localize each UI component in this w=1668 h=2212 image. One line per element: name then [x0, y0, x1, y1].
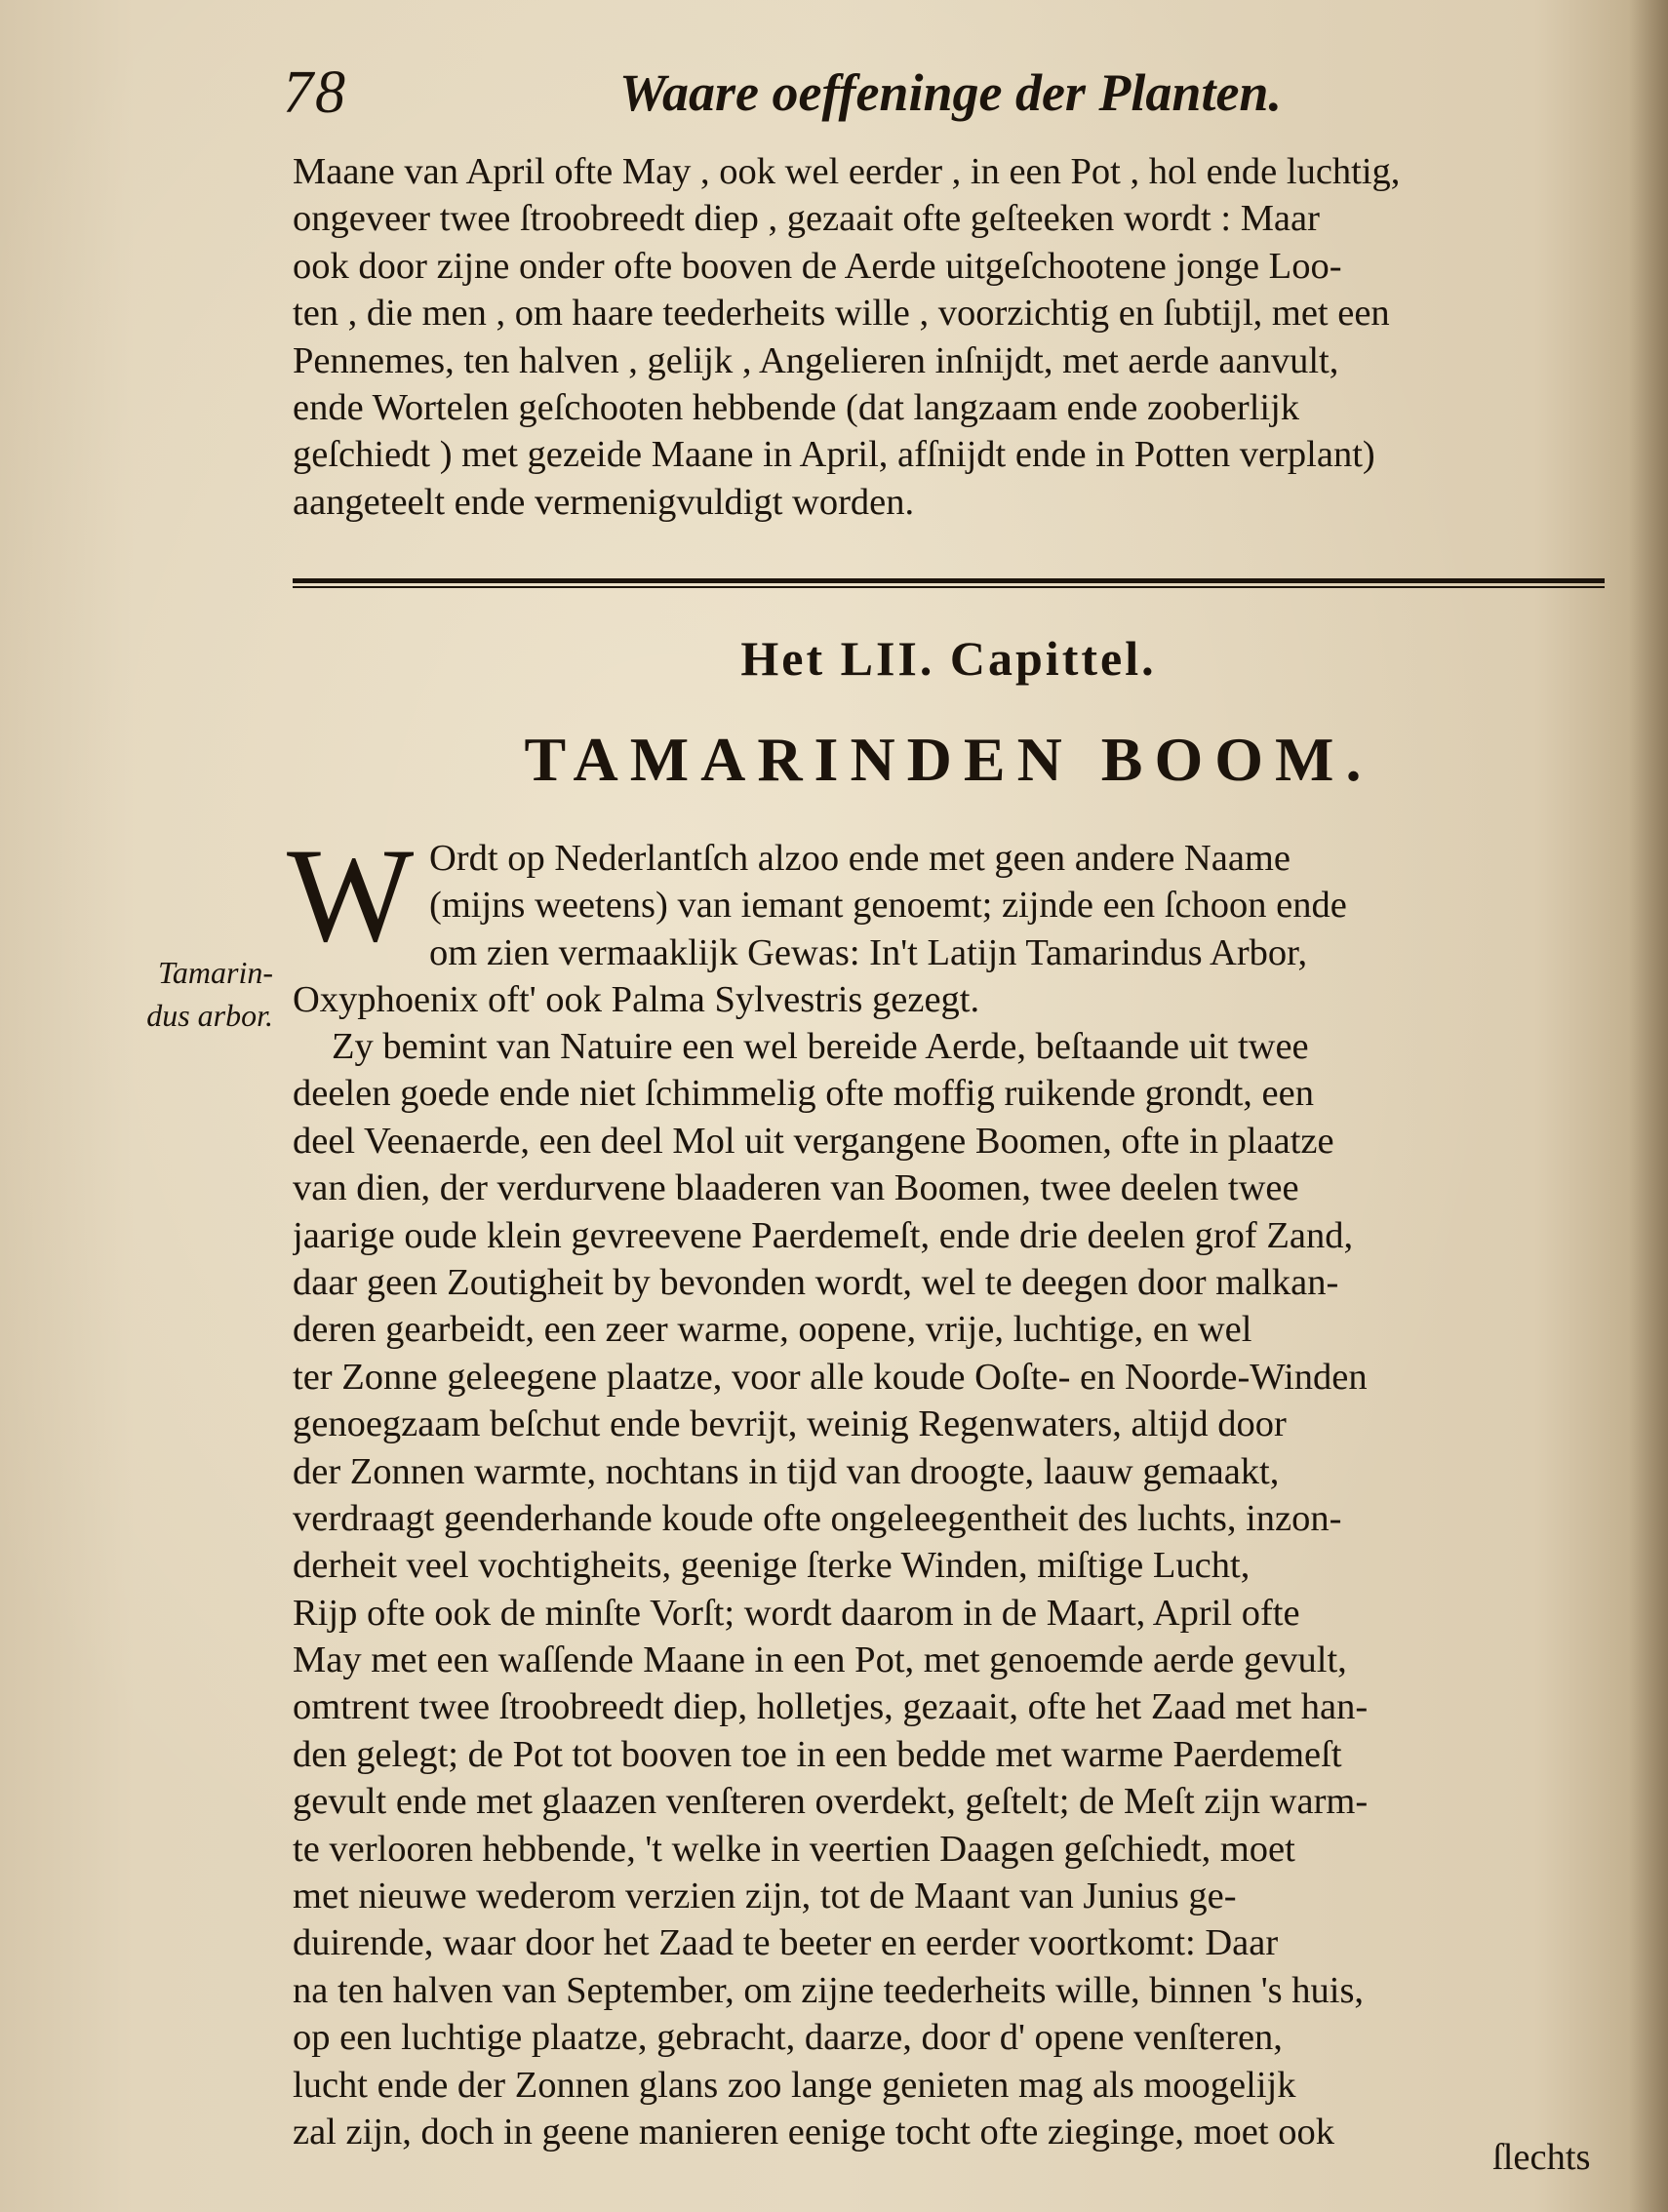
page-number: 78: [283, 59, 347, 126]
text-line: daar geen Zoutigheit by bevonden wordt, wel te deegen door malkan-: [293, 1261, 1339, 1303]
text-line: deelen goede ende niet ſchimmelig ofte moffig ruikende grondt, een: [293, 1073, 1314, 1115]
text-line: ongeveer twee ſtroobreedt diep , gezaait ofte geſteeken wordt : Maar: [293, 198, 1320, 240]
text-line: Oxyphoenix oft' ook Palma Sylvestris gezegt.: [293, 979, 980, 1020]
text-line: geſchiedt ) met gezeide Maane in April, afſnijdt ende in Potten verplant): [293, 434, 1375, 476]
text-line: lucht ende der Zonnen glans zoo lange genieten mag als moogelijk: [293, 2064, 1296, 2106]
text-line: zal zijn, doch in geene manieren eenige tocht ofte zieginge, moet ook: [293, 2111, 1334, 2153]
margin-note-line: Tamarin-: [158, 955, 273, 990]
section-divider: [293, 578, 1605, 589]
text-line: der Zonnen warmte, nochtans in tijd van droogte, laauw gemaakt,: [293, 1450, 1280, 1492]
paragraph-opening-rest: [293, 976, 1605, 1023]
text-line: derheit veel vochtigheits, geenige ſterke Winden, miſtige Lucht,: [293, 1545, 1251, 1587]
text-line: aangeteelt ende vermenigvuldigt worden.: [293, 481, 915, 523]
text-line: na ten halven van September, om zijne teederheits wille, binnen 's huis,: [293, 1969, 1365, 2011]
text-line: ten , die men , om haare teederheits wille , voorzichtig en ſubtijl, met een: [293, 293, 1390, 335]
chapter-heading: Het LII. Capittel.: [740, 631, 1157, 686]
drop-cap: W: [287, 820, 415, 969]
text-line: Pennemes, ten halven , gelijk , Angelieren inſnijdt, met aerde aanvult,: [293, 339, 1339, 381]
margin-note: [117, 951, 273, 1037]
page-header: [283, 59, 1346, 146]
catchword: ſlechts: [1492, 2137, 1591, 2178]
page-edge-shadow: [1629, 0, 1668, 2212]
running-title: Waare oeffeninge der Planten.: [619, 63, 1282, 122]
text-line: gevult ende met glaazen venſteren overdekt, geſtelt; de Meſt zijn warm-: [293, 1781, 1369, 1823]
paragraph-body: [293, 1023, 1605, 2155]
divider-thin-line: [293, 586, 1605, 588]
text-line: Ordt op Nederlantſch alzoo ende met geen andere Naame: [429, 838, 1291, 879]
text-line: ook door zijne onder ofte booven de Aerde uitgeſchootene jonge Loo-: [293, 245, 1342, 287]
text-line: om zien vermaaklijk Gewas: In't Latijn Tamarindus Arbor,: [429, 931, 1308, 973]
text-line: van dien, der verdurvene blaaderen van Boomen, twee deelen twee: [293, 1167, 1299, 1209]
text-line: May met een waſſende Maane in een Pot, met genoemde aerde gevult,: [293, 1639, 1347, 1681]
text-line: deel Veenaerde, een deel Mol uit vergangene Boomen, ofte in plaatze: [293, 1120, 1334, 1162]
margin-note-line: dus arbor.: [146, 998, 273, 1033]
text-line: jaarige oude klein gevreevene Paerdemeſt, ende drie deelen grof Zand,: [293, 1214, 1354, 1256]
text-line: te verlooren hebbende, 't welke in veertien Daagen geſchiedt, moet: [293, 1828, 1295, 1870]
text-line: (mijns weetens) van iemant genoemt; zijnde een ſchoon ende: [429, 885, 1347, 927]
text-line: Rijp ofte ook de minſte Vorſt; wordt daarom in de Maart, April ofte: [293, 1592, 1300, 1634]
text-line: ter Zonne geleegene plaatze, voor alle koude Ooſte- en Noorde-Winden: [293, 1356, 1368, 1398]
text-line: Zy bemint van Natuire een wel bereide Aerde, beſtaande uit twee: [332, 1026, 1309, 1067]
text-line: genoegzaam beſchut ende bevrijt, weinig Regenwaters, altijd door: [293, 1403, 1287, 1445]
divider-thick-line: [293, 578, 1605, 583]
text-line: verdraagt geenderhande koude ofte ongeleegentheit des luchts, inzon-: [293, 1497, 1342, 1539]
text-line: op een luchtige plaatze, gebracht, daarze, door d' opene venſteren,: [293, 2017, 1283, 2059]
paragraph-opening: [429, 835, 1605, 976]
text-line: ende Wortelen geſchooten hebbende (dat langzaam ende zooberlijk: [293, 386, 1300, 428]
paragraph-continuation: [293, 148, 1605, 526]
text-line: den gelegt; de Pot tot booven toe in een bedde met warme Paerdemeſt: [293, 1733, 1342, 1775]
text-line: deren gearbeidt, een zeer warme, oopene, vrije, luchtige, en wel: [293, 1309, 1252, 1351]
text-line: omtrent twee ſtroobreedt diep, holletjes, gezaait, ofte het Zaad met han-: [293, 1686, 1369, 1728]
chapter-title: TAMARINDEN BOOM.: [524, 725, 1373, 794]
text-line: duirende, waar door het Zaad te beeter en eerder voortkomt: Daar: [293, 1922, 1279, 1964]
text-line: Maane van April ofte May , ook wel eerder , in een Pot , hol ende luchtig,: [293, 151, 1401, 192]
text-line: met nieuwe wederom verzien zijn, tot de Maant van Junius ge-: [293, 1876, 1237, 1917]
